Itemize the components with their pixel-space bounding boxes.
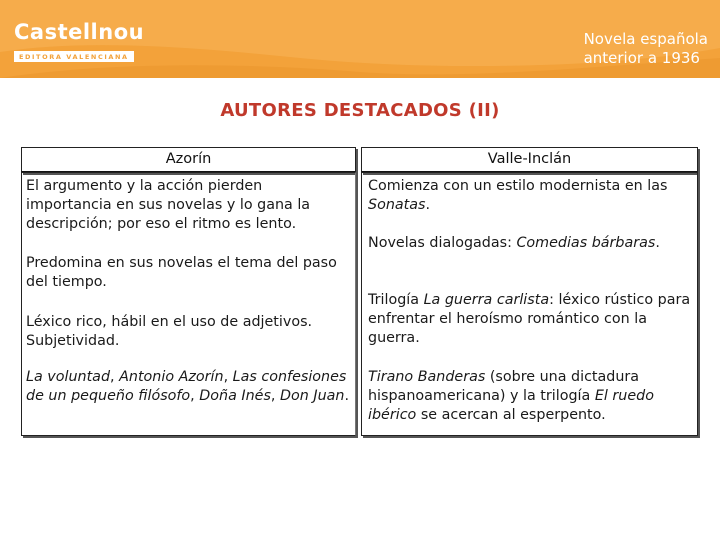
publisher-logo — [14, 20, 144, 63]
paragraph-text: . — [344, 388, 350, 404]
paragraph-text: (sobre una dictadura hispanoamericana) y la trilogía — [368, 369, 640, 404]
italic-title-text: Doña Inés — [199, 388, 271, 404]
paragraph — [368, 234, 693, 253]
header-band — [0, 0, 720, 78]
italic-title-text: Antonio Azorín — [119, 369, 224, 385]
paragraph-text: , — [223, 369, 233, 385]
paragraph-text: , — [110, 369, 120, 385]
paragraph-text: se acercan al esperpento. — [416, 407, 606, 423]
deck-title — [584, 30, 708, 68]
italic-title-text: Tirano Banderas — [368, 369, 486, 385]
italic-title-text: Comedias bárbaras — [516, 235, 656, 251]
author-column-valle-inclan — [361, 147, 698, 423]
column-body — [361, 172, 698, 436]
paragraph-text: . — [425, 197, 431, 213]
paragraph — [26, 368, 351, 406]
paragraph-text: Predomina en sus novelas el tema del paso del tiempo. — [26, 255, 337, 290]
paragraph-text: , — [190, 388, 200, 404]
paragraph — [26, 254, 351, 292]
paragraph — [368, 177, 693, 215]
italic-title-text: La voluntad — [26, 369, 111, 385]
logo-subtitle: EDITORA VALENCIANA — [14, 51, 134, 62]
paragraph-text: , — [270, 388, 281, 404]
italic-title-text: El ruedo ibérico — [368, 388, 654, 423]
paragraph — [368, 368, 693, 425]
italic-title-text: Sonatas — [368, 197, 426, 213]
italic-title-text: Las confesiones de un pequeño filósofo — [26, 369, 347, 404]
deck-title-line1: Novela española — [583, 30, 708, 48]
paragraph-text: Novelas dialogadas: — [368, 235, 517, 251]
paragraph-text: : léxico rústico para enfrentar el heroísmo romántico con la guerra. — [368, 292, 691, 346]
paragraph — [26, 177, 351, 234]
column-heading: Valle-Inclán — [361, 147, 698, 173]
logo-name: Castellnou — [14, 20, 145, 44]
paragraph-text: Léxico rico, hábil en el uso de adjetivos. Subjetividad. — [26, 314, 313, 349]
paragraph-text: Trilogía — [368, 292, 424, 308]
paragraph-text: . — [655, 235, 660, 251]
paragraph-text: El argumento y la acción pierden importancia en sus novelas y lo gana la descripción; por eso el ritmo es lento. — [26, 178, 311, 232]
italic-title-text: La guerra carlista — [423, 292, 550, 308]
paragraph — [26, 313, 351, 351]
slide-title: AUTORES DESTACADOS (II) — [220, 100, 500, 121]
author-column-azorin — [21, 147, 356, 404]
paragraph-text: Comienza con un estilo modernista en las — [368, 178, 668, 194]
column-heading: Azorín — [21, 147, 356, 173]
italic-title-text: Don Juan — [280, 388, 345, 404]
deck-title-line2: anterior a 1936 — [583, 49, 700, 67]
column-body — [21, 172, 356, 436]
paragraph — [368, 291, 693, 348]
